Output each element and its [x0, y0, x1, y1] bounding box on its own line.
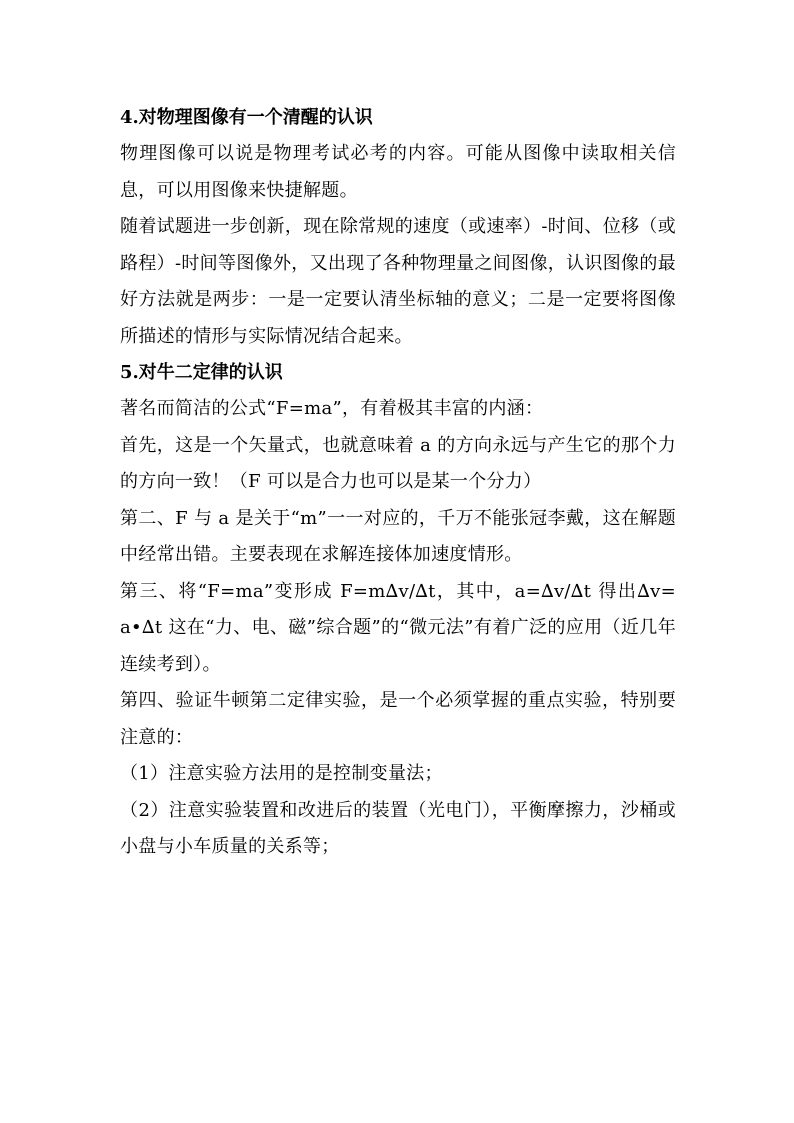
section-heading: 5.对牛二定律的认识: [120, 362, 283, 383]
list-item: （2）注意实验装置和改进后的装置（光电门），平衡摩擦力，沙桶或小盘与小车质量的关系等；: [120, 799, 676, 857]
paragraph: 第四、验证牛顿第二定律实验，是一个必须掌握的重点实验，特别要注意的：: [120, 690, 676, 748]
section-4: [120, 100, 676, 355]
section-heading: 4.对物理图像有一个清醒的认识: [120, 107, 373, 128]
paragraph: 物理图像可以说是物理考试必考的内容。可能从图像中读取相关信息，可以用图像来快捷解题。: [120, 143, 676, 201]
paragraph: 首先，这是一个矢量式，也就意味着 a 的方向永远与产生它的那个力的方向一致！（F 可以是合力也可以是某一个分力）: [120, 434, 676, 492]
document-body: [120, 100, 676, 866]
paragraph: 第三、将“F=ma”变形成 F=m∆v/∆t，其中，a=∆v/∆t 得出∆v= a•∆t 这在“力、电、磁”综合题”的“微元法”有着广泛的应用（近几年连续考到）。: [120, 580, 676, 675]
paragraph: 著名而简洁的公式“F=ma”，有着极其丰富的内涵：: [120, 398, 544, 419]
paragraph: 第二、F 与 a 是关于“m”一一对应的，千万不能张冠李戴，这在解题中经常出错。主要表现在求解连接体加速度情形。: [120, 507, 676, 565]
list-item: （1）注意实验方法用的是控制变量法；: [120, 763, 443, 784]
paragraph: 随着试题进一步创新，现在除常规的速度（或速率）-时间、位移（或路程）-时间等图像外，又出现了各种物理量之间图像，认识图像的最好方法就是两步：一是一定要认清坐标轴的意义；二是一定要将图像所描述的情形与实际情况结合起来。: [120, 216, 676, 347]
section-5: [120, 355, 676, 866]
